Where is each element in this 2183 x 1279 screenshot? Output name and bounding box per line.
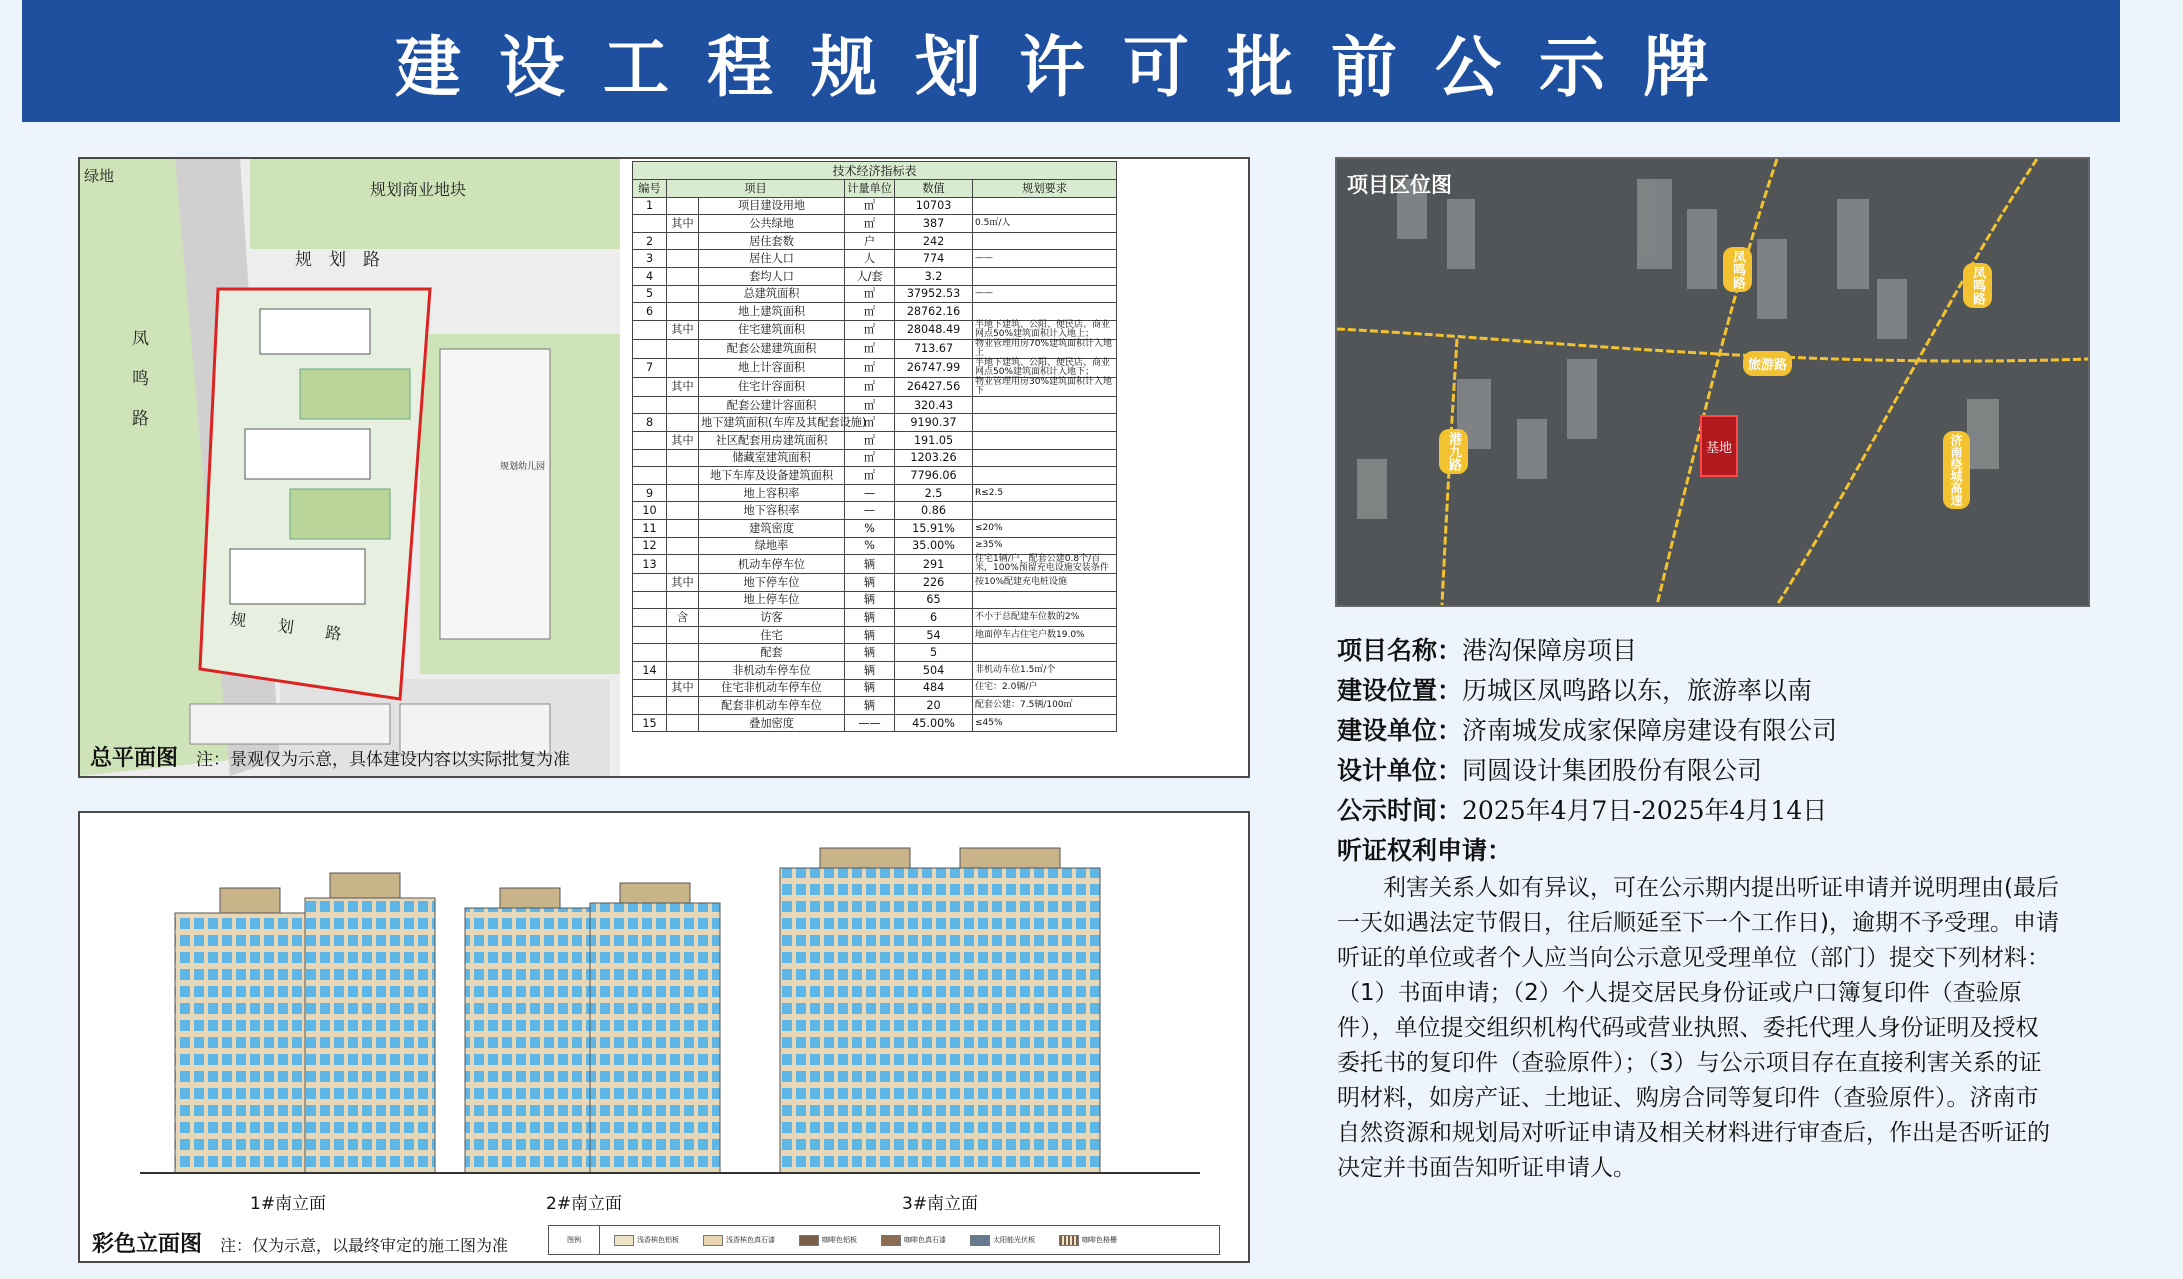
table-cell-req	[973, 431, 1117, 449]
table-cell-req: ——	[973, 285, 1117, 303]
table-cell-no	[633, 377, 667, 396]
road-label-ring-expressway: 济南绕城高速	[1943, 431, 1970, 509]
table-cell-value: 291	[895, 555, 973, 574]
table-cell-value: 28048.49	[895, 320, 973, 339]
table-cell-req	[973, 303, 1117, 321]
table-cell-item: 住宅计容面积	[699, 377, 845, 396]
table-cell-no: 5	[633, 285, 667, 303]
table-cell-item: 项目建设用地	[699, 197, 845, 215]
table-row	[633, 377, 1117, 396]
table-row	[633, 431, 1117, 449]
table-row	[633, 714, 1117, 732]
table-cell-unit: 辆	[845, 697, 895, 715]
table-cell-value: 26427.56	[895, 377, 973, 396]
legend-swatch	[614, 1235, 634, 1246]
table-cell-req: 半地下建筑、公阳、便民店、商业网点50%建筑面积计入地上；	[973, 320, 1117, 339]
table-cell-no	[633, 626, 667, 644]
table-cell-group	[667, 467, 699, 485]
table-cell-group	[667, 339, 699, 358]
table-cell-req: 按10%配建充电桩设施	[973, 574, 1117, 592]
table-cell-req: 配套公建：7.5辆/100㎡	[973, 697, 1117, 715]
table-cell-group	[667, 555, 699, 574]
table-cell-no	[633, 320, 667, 339]
legend-swatch	[799, 1235, 819, 1246]
table-cell-unit: —	[845, 502, 895, 520]
table-cell-value: 20	[895, 697, 973, 715]
table-cell-group	[667, 519, 699, 537]
table-cell-unit: 辆	[845, 574, 895, 592]
road-bottom-label: 规 划 路	[229, 609, 343, 644]
site-plan-caption	[90, 741, 570, 772]
table-cell-item: 配套非机动车停车位	[699, 697, 845, 715]
table-cell-unit: ㎡	[845, 285, 895, 303]
table-cell-unit: 辆	[845, 555, 895, 574]
table-row	[633, 697, 1117, 715]
table-cell-unit: ㎡	[845, 449, 895, 467]
table-cell-item: 地上容积率	[699, 484, 845, 502]
table-cell-unit: ㎡	[845, 197, 895, 215]
table-cell-group	[667, 303, 699, 321]
table-cell-item: 套均人口	[699, 267, 845, 285]
header-unit: 计量单位	[845, 180, 895, 198]
table-cell-value: 774	[895, 250, 973, 268]
table-cell-value: 320.43	[895, 396, 973, 414]
designer-value: 同圆设计集团股份有限公司	[1462, 756, 1763, 785]
title-banner	[22, 0, 2120, 122]
table-cell-value: 15.91%	[895, 519, 973, 537]
table-cell-item: 公共绿地	[699, 215, 845, 233]
site-plan-caption-title: 总平面图	[90, 746, 179, 771]
table-cell-req	[973, 644, 1117, 662]
table-cell-value: 2.5	[895, 484, 973, 502]
table-cell-unit: 户	[845, 232, 895, 250]
table-cell-item: 叠加密度	[699, 714, 845, 732]
designer-label: 设计单位：	[1337, 756, 1463, 785]
table-cell-unit: 辆	[845, 679, 895, 697]
table-cell-item: 地上停车位	[699, 591, 845, 609]
table-cell-group	[667, 285, 699, 303]
road-top-label: 规 划 路	[295, 250, 380, 270]
table-cell-group	[667, 662, 699, 680]
header-value: 数值	[895, 180, 973, 198]
page-title: 建设工程规划许可批前公示牌	[395, 28, 1747, 106]
builder-label: 建设单位：	[1337, 716, 1463, 745]
table-cell-value: 484	[895, 679, 973, 697]
table-row	[633, 449, 1117, 467]
table-row	[633, 285, 1117, 303]
table-row	[633, 358, 1117, 377]
table-cell-unit: ㎡	[845, 320, 895, 339]
table-cell-unit: 辆	[845, 644, 895, 662]
table-cell-req	[973, 502, 1117, 520]
road-label-fengming-2: 凤鸣路	[1963, 263, 1992, 308]
table-row	[633, 626, 1117, 644]
table-row	[633, 591, 1117, 609]
table-cell-unit: —	[845, 484, 895, 502]
table-cell-group	[667, 358, 699, 377]
table-cell-group: 含	[667, 609, 699, 627]
table-cell-no	[633, 644, 667, 662]
table-cell-group: 其中	[667, 377, 699, 396]
header-req: 规划要求	[973, 180, 1117, 198]
table-cell-group	[667, 414, 699, 432]
table-cell-req: 物业管理用房30%建筑面积计入地下	[973, 377, 1117, 396]
table-cell-no	[633, 339, 667, 358]
builder-value: 济南城发成家保障房建设有限公司	[1462, 716, 1838, 745]
table-cell-group	[667, 484, 699, 502]
table-row	[633, 197, 1117, 215]
legend-swatch	[1059, 1235, 1079, 1246]
table-cell-group	[667, 250, 699, 268]
table-cell-req: 物业管理用房70%建筑面积计入地上	[973, 339, 1117, 358]
site-plan-panel	[78, 157, 1250, 778]
table-cell-value: 6	[895, 609, 973, 627]
table-cell-value: 387	[895, 215, 973, 233]
table-row	[633, 555, 1117, 574]
table-cell-req: ≥35%	[973, 537, 1117, 555]
table-cell-group	[667, 396, 699, 414]
table-cell-group	[667, 502, 699, 520]
table-cell-req: ——	[973, 250, 1117, 268]
table-cell-unit: %	[845, 519, 895, 537]
project-name-row	[1337, 631, 2077, 671]
kindergarten-label: 规划幼儿园	[500, 462, 546, 472]
location-label: 建设位置：	[1337, 676, 1463, 705]
table-cell-no: 8	[633, 414, 667, 432]
table-cell-unit: ㎡	[845, 377, 895, 396]
table-cell-value: 28762.16	[895, 303, 973, 321]
table-cell-group	[667, 644, 699, 662]
table-cell-item: 总建筑面积	[699, 285, 845, 303]
legend-item: 浅香槟色真石漆	[726, 1236, 775, 1244]
project-name-value: 港沟保障房项目	[1462, 636, 1638, 665]
table-cell-unit: 辆	[845, 626, 895, 644]
table-cell-item: 配套公建计容面积	[699, 396, 845, 414]
location-map-panel	[1335, 157, 2090, 607]
table-cell-value: 65	[895, 591, 973, 609]
table-cell-no	[633, 574, 667, 592]
table-cell-item: 住宅非机动车停车位	[699, 679, 845, 697]
table-cell-value: 242	[895, 232, 973, 250]
road-label-fengming: 凤鸣路	[1723, 247, 1752, 292]
table-cell-no	[633, 396, 667, 414]
table-cell-group	[667, 537, 699, 555]
table-row	[633, 662, 1117, 680]
table-cell-item: 社区配套用房建筑面积	[699, 431, 845, 449]
table-cell-item: 访客	[699, 609, 845, 627]
table-row	[633, 609, 1117, 627]
table-cell-value: 10703	[895, 197, 973, 215]
table-cell-no: 13	[633, 555, 667, 574]
hearing-paragraph-2: （1）书面申请；（2）个人提交居民身份证或户口簿复印件（查验原件），单位提交组织机构代码或营业执照、委托代理人身份证明及授权委托书的复印件（查验原件）；（3）与公示项目存在直接利害关系的证明材料，如房产证、土地证、购房合同等复印件（查验原件）。济南市自然资源和规划局对听证申请及相关材料进行审查后，作出是否听证的决定并书面告知听证申请人。	[1337, 980, 2050, 1181]
green-label: 绿地	[84, 167, 115, 185]
table-cell-req	[973, 197, 1117, 215]
table-cell-group	[667, 197, 699, 215]
indicator-table	[632, 161, 1117, 732]
table-cell-req: 住宅1辆/户，配套公建0.8个/百米，100%预留充电设施安装条件	[973, 555, 1117, 574]
table-cell-no	[633, 449, 667, 467]
road-label-gangjiu: 港九路	[1439, 429, 1468, 474]
table-cell-no: 3	[633, 250, 667, 268]
table-cell-value: 7796.06	[895, 467, 973, 485]
table-cell-group: 其中	[667, 215, 699, 233]
table-cell-req	[973, 591, 1117, 609]
table-cell-item: 居住人口	[699, 250, 845, 268]
site-plan-drawing	[80, 159, 620, 776]
table-cell-item: 住宅	[699, 626, 845, 644]
table-cell-unit: 辆	[845, 591, 895, 609]
table-cell-value: 3.2	[895, 267, 973, 285]
table-cell-value: 37952.53	[895, 285, 973, 303]
table-cell-item: 配套	[699, 644, 845, 662]
table-cell-group	[667, 232, 699, 250]
table-cell-unit: ㎡	[845, 414, 895, 432]
table-cell-item: 地上计容面积	[699, 358, 845, 377]
table-cell-group: 其中	[667, 320, 699, 339]
road-label-lvyou: 旅游路	[1743, 351, 1792, 376]
legend-swatch	[881, 1235, 901, 1246]
table-cell-unit: ㎡	[845, 358, 895, 377]
header-no: 编号	[633, 180, 667, 198]
table-cell-unit: 人/套	[845, 267, 895, 285]
table-cell-unit: ㎡	[845, 339, 895, 358]
table-cell-item: 储藏室建筑面积	[699, 449, 845, 467]
table-cell-no	[633, 467, 667, 485]
table-cell-req	[973, 232, 1117, 250]
table-cell-req: ≤20%	[973, 519, 1117, 537]
table-cell-req	[973, 414, 1117, 432]
table-row	[633, 215, 1117, 233]
legend-item: 浅香槟色铝板	[637, 1236, 679, 1244]
table-cell-unit: ㎡	[845, 396, 895, 414]
table-cell-req	[973, 449, 1117, 467]
legend-title: 图例	[549, 1226, 600, 1254]
project-info	[1337, 631, 2077, 1186]
project-name-label: 项目名称：	[1337, 636, 1463, 665]
location-row	[1337, 671, 2077, 711]
table-cell-value: 191.05	[895, 431, 973, 449]
table-cell-value: 54	[895, 626, 973, 644]
table-cell-req	[973, 267, 1117, 285]
table-cell-req	[973, 467, 1117, 485]
table-cell-item: 地下停车位	[699, 574, 845, 592]
header-item: 项目	[667, 180, 845, 198]
table-cell-group: 其中	[667, 431, 699, 449]
table-cell-unit: %	[845, 537, 895, 555]
table-cell-value: 45.00%	[895, 714, 973, 732]
designer-row	[1337, 751, 2077, 791]
table-cell-value: 9190.37	[895, 414, 973, 432]
table-cell-unit: 辆	[845, 609, 895, 627]
table-cell-group	[667, 714, 699, 732]
table-cell-item: 配套公建建筑面积	[699, 339, 845, 358]
table-cell-no: 4	[633, 267, 667, 285]
table-cell-group	[667, 591, 699, 609]
table-cell-value: 226	[895, 574, 973, 592]
table-cell-req: 非机动车位1.5㎡/个	[973, 662, 1117, 680]
builder-row	[1337, 711, 2077, 751]
table-cell-unit: ㎡	[845, 431, 895, 449]
table-row	[633, 467, 1117, 485]
table-cell-group	[667, 697, 699, 715]
elevation-caption-title: 彩色立面图	[92, 1232, 203, 1257]
table-cell-value: 713.67	[895, 339, 973, 358]
table-cell-value: 35.00%	[895, 537, 973, 555]
table-cell-no	[633, 431, 667, 449]
table-cell-no	[633, 697, 667, 715]
table-cell-no: 15	[633, 714, 667, 732]
table-cell-no: 14	[633, 662, 667, 680]
table-row	[633, 502, 1117, 520]
table-cell-no: 1	[633, 197, 667, 215]
building-1-label: 1#南立面	[250, 1194, 327, 1214]
table-cell-req: ≤45%	[973, 714, 1117, 732]
table-cell-req: 不小于总配建车位数的2%	[973, 609, 1117, 627]
table-row	[633, 320, 1117, 339]
period-value: 2025年4月7日-2025年4月14日	[1462, 796, 1828, 825]
table-row	[633, 232, 1117, 250]
period-label: 公示时间：	[1337, 796, 1463, 825]
table-cell-req: 地面停车占住宅户数19.0%	[973, 626, 1117, 644]
table-cell-no	[633, 591, 667, 609]
hearing-label: 听证权利申请：	[1337, 836, 1513, 865]
table-cell-unit: 辆	[845, 662, 895, 680]
building-2-label: 2#南立面	[546, 1194, 623, 1214]
table-cell-no: 7	[633, 358, 667, 377]
table-cell-value: 504	[895, 662, 973, 680]
table-cell-item: 居住套数	[699, 232, 845, 250]
table-cell-no: 11	[633, 519, 667, 537]
table-cell-value: 5	[895, 644, 973, 662]
location-map-graphic	[1337, 159, 2088, 605]
table-cell-no: 2	[633, 232, 667, 250]
table-cell-value: 0.86	[895, 502, 973, 520]
table-row	[633, 574, 1117, 592]
table-row	[633, 679, 1117, 697]
legend-swatch	[703, 1235, 723, 1246]
elevation-panel	[78, 811, 1250, 1263]
table-cell-no: 12	[633, 537, 667, 555]
table-cell-no	[633, 215, 667, 233]
table-cell-item: 绿地率	[699, 537, 845, 555]
elevation-caption	[92, 1227, 508, 1258]
legend-item: 咖啡色铝板	[822, 1236, 857, 1244]
table-cell-group	[667, 267, 699, 285]
table-cell-req: 半地下建筑、公阳、便民店、商业网点50%建筑面积计入地下；	[973, 358, 1117, 377]
legend-item: 咖啡色真石漆	[904, 1236, 946, 1244]
table-cell-no: 9	[633, 484, 667, 502]
table-row	[633, 537, 1117, 555]
legend-item: 太阳能光伏板	[993, 1236, 1035, 1244]
building-3-label: 3#南立面	[902, 1194, 979, 1214]
table-row	[633, 644, 1117, 662]
indicator-table-body	[633, 197, 1117, 732]
table-cell-unit: 人	[845, 250, 895, 268]
table-row	[633, 303, 1117, 321]
table-row	[633, 396, 1117, 414]
table-cell-no	[633, 679, 667, 697]
table-cell-unit: ㎡	[845, 303, 895, 321]
table-cell-item: 机动车停车位	[699, 555, 845, 574]
table-cell-req: 住宅：2.0辆/户	[973, 679, 1117, 697]
table-cell-unit: ㎡	[845, 467, 895, 485]
hearing-paragraph-1: 利害关系人如有异议，可在公示期内提出听证申请并说明理由(最后一天如遇法定节假日，往后顺延至下一个工作日)，逾期不予受理。申请听证的单位或者个人应当向公示意见受理单位（部门）提交下列材料：	[1337, 875, 2059, 971]
commercial-label: 规划商业地块	[370, 180, 467, 199]
table-cell-item: 地上建筑面积	[699, 303, 845, 321]
table-cell-item: 住宅建筑面积	[699, 320, 845, 339]
location-map-title: 项目区位图	[1347, 173, 1452, 197]
period-row	[1337, 791, 2077, 831]
table-cell-group: 其中	[667, 679, 699, 697]
table-cell-value: 26747.99	[895, 358, 973, 377]
table-cell-no: 6	[633, 303, 667, 321]
table-cell-group	[667, 626, 699, 644]
table-cell-req	[973, 396, 1117, 414]
indicator-table-title: 技术经济指标表	[632, 161, 1117, 179]
legend-item: 咖啡色格栅	[1082, 1236, 1117, 1244]
elevation-note: 注：仅为示意，以最终审定的施工图为准	[220, 1236, 509, 1255]
legend-swatch	[970, 1235, 990, 1246]
table-cell-group: 其中	[667, 574, 699, 592]
table-cell-item: 建筑密度	[699, 519, 845, 537]
table-row	[633, 484, 1117, 502]
elevation-graphic	[80, 813, 1248, 1213]
table-cell-item: 地下建筑面积(车库及其配套设施)	[699, 414, 845, 432]
table-cell-item: 地下容积率	[699, 502, 845, 520]
table-cell-unit: ㎡	[845, 215, 895, 233]
elevation-legend	[548, 1225, 1220, 1255]
table-cell-value: 1203.26	[895, 449, 973, 467]
table-row	[633, 267, 1117, 285]
table-cell-item: 地下车库及设备建筑面积	[699, 467, 845, 485]
table-row	[633, 414, 1117, 432]
table-row	[633, 519, 1117, 537]
table-cell-no: 10	[633, 502, 667, 520]
road-left-label: 凤 鸣 路	[132, 329, 149, 429]
table-row	[633, 339, 1117, 358]
site-plan-note: 注：景观仅为示意，具体建设内容以实际批复为准	[196, 750, 571, 770]
table-cell-unit: ——	[845, 714, 895, 732]
table-cell-item: 非机动车停车位	[699, 662, 845, 680]
location-value: 历城区凤鸣路以东，旅游率以南	[1462, 676, 1813, 705]
base-site-marker: 基地	[1700, 415, 1738, 477]
table-cell-req: 0.5㎡/人	[973, 215, 1117, 233]
hearing-heading	[1337, 831, 2077, 871]
table-row	[633, 250, 1117, 268]
table-cell-no	[633, 609, 667, 627]
table-cell-group	[667, 449, 699, 467]
table-cell-req: R≤2.5	[973, 484, 1117, 502]
